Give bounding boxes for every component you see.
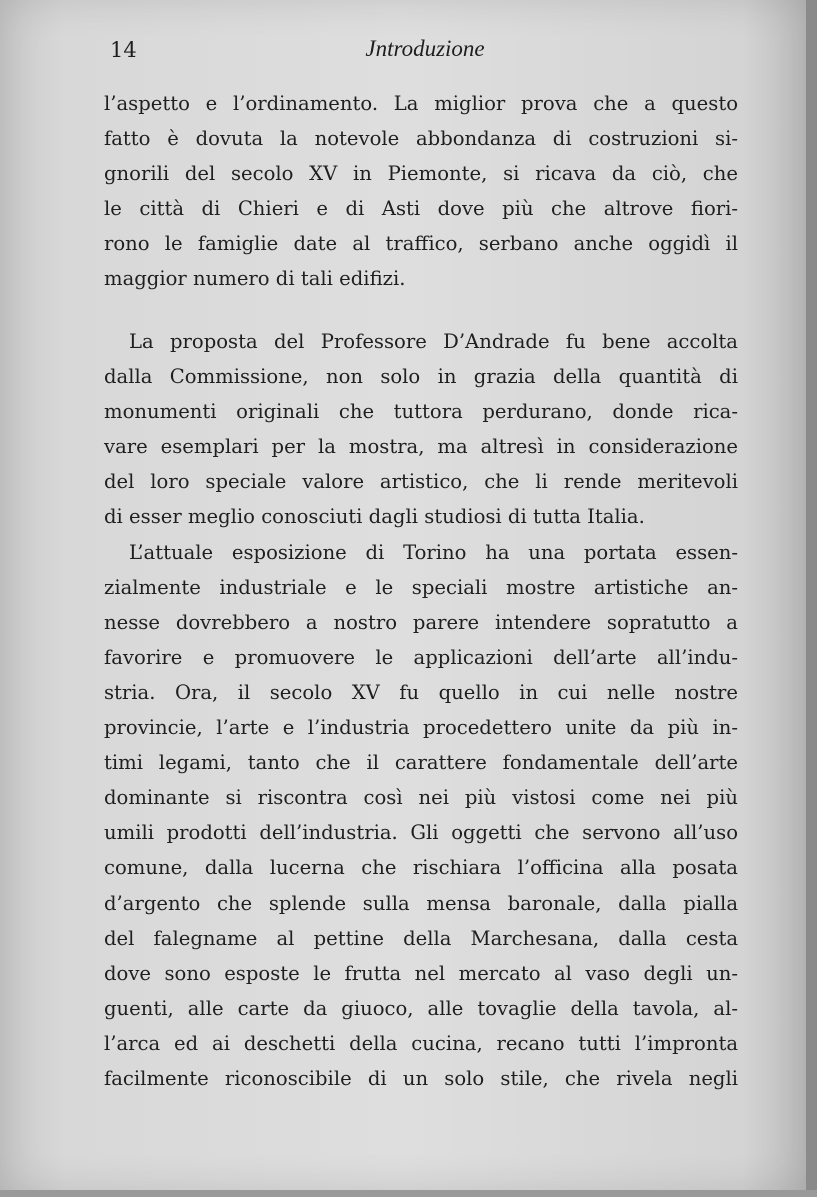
body-text [104, 324, 738, 1096]
text-line: monumenti originali che tuttora perdurano, donde rica- [104, 400, 738, 424]
text-line: l’aspetto e l’ordinamento. La miglior prova che a questo [104, 92, 738, 115]
scan-edge-right [806, 0, 817, 1197]
text-line: guenti, alle carte da giuoco, alle tovaglie della tavola, al- [104, 996, 738, 1020]
text-line: d’argento che splende sulla mensa baronale, dalla pialla [104, 891, 738, 915]
text-line: timi legami, tanto che il carattere fondamentale dell’arte [104, 751, 738, 775]
text-line: maggior numero di tali edifizi. [104, 267, 406, 291]
text-line: favorire e promuovere le applicazioni dell’arte all’indu- [104, 645, 738, 669]
text-line: nesse dovrebbero a nostro parere intendere sopratutto a [104, 610, 738, 634]
page-header [0, 32, 806, 72]
text-line: l’arca ed ai deschetti della cucina, recano tutti l’impronta [104, 1031, 738, 1055]
text-line: del loro speciale valore artistico, che li rende meritevoli [104, 470, 738, 494]
text-line: umili prodotti dell’industria. Gli oggetti che servono all’uso [104, 821, 738, 845]
text-line: comune, dalla lucerna che rischiara l’officina alla posata [104, 856, 738, 880]
text-line: L’attuale esposizione di Torino ha una portata essen- [129, 540, 738, 564]
text-line: dalla Commissione, non solo in grazia della quantità di [104, 365, 738, 389]
text-line: fatto è dovuta la notevole abbondanza di costruzioni si- [104, 127, 738, 151]
paragraph-continuation [104, 86, 738, 297]
text-line: dominante si riscontra così nei più vistosi come nei più [104, 786, 738, 810]
text-line: facilmente riconoscibile di un solo stile, che rivela negli [104, 1066, 738, 1090]
text-line: zialmente industriale e le speciali mostre artistiche an- [104, 575, 738, 599]
running-title: Jntroduzione [365, 36, 485, 61]
paragraph [104, 535, 738, 1097]
text-line: di esser meglio conosciuti dagli studiosi di tutta Italia. [104, 505, 645, 529]
text-line: provincie, l’arte e l’industria procedettero unite da più in- [104, 716, 738, 740]
text-line: stria. Ora, il secolo XV fu quello in cui nelle nostre [104, 680, 738, 704]
text-line: rono le famiglie date al traffico, serbano anche oggidì il [104, 232, 738, 256]
page-number: 14 [110, 38, 137, 62]
text-line: del falegname al pettine della Marchesana, dalla cesta [104, 926, 738, 950]
text-line: gnorili del secolo XV in Piemonte, si ricava da ciò, che [104, 162, 738, 186]
text-line: vare esemplari per la mostra, ma altresì in considerazione [104, 435, 738, 459]
text-line: dove sono esposte le frutta nel mercato al vaso degli un- [104, 961, 738, 985]
scan-edge-bottom [0, 1190, 817, 1197]
text-line: le città di Chieri e di Asti dove più che altrove fiori- [104, 197, 738, 221]
text-line: La proposta del Professore D’Andrade fu bene accolta [129, 330, 738, 353]
paragraph [104, 324, 738, 535]
